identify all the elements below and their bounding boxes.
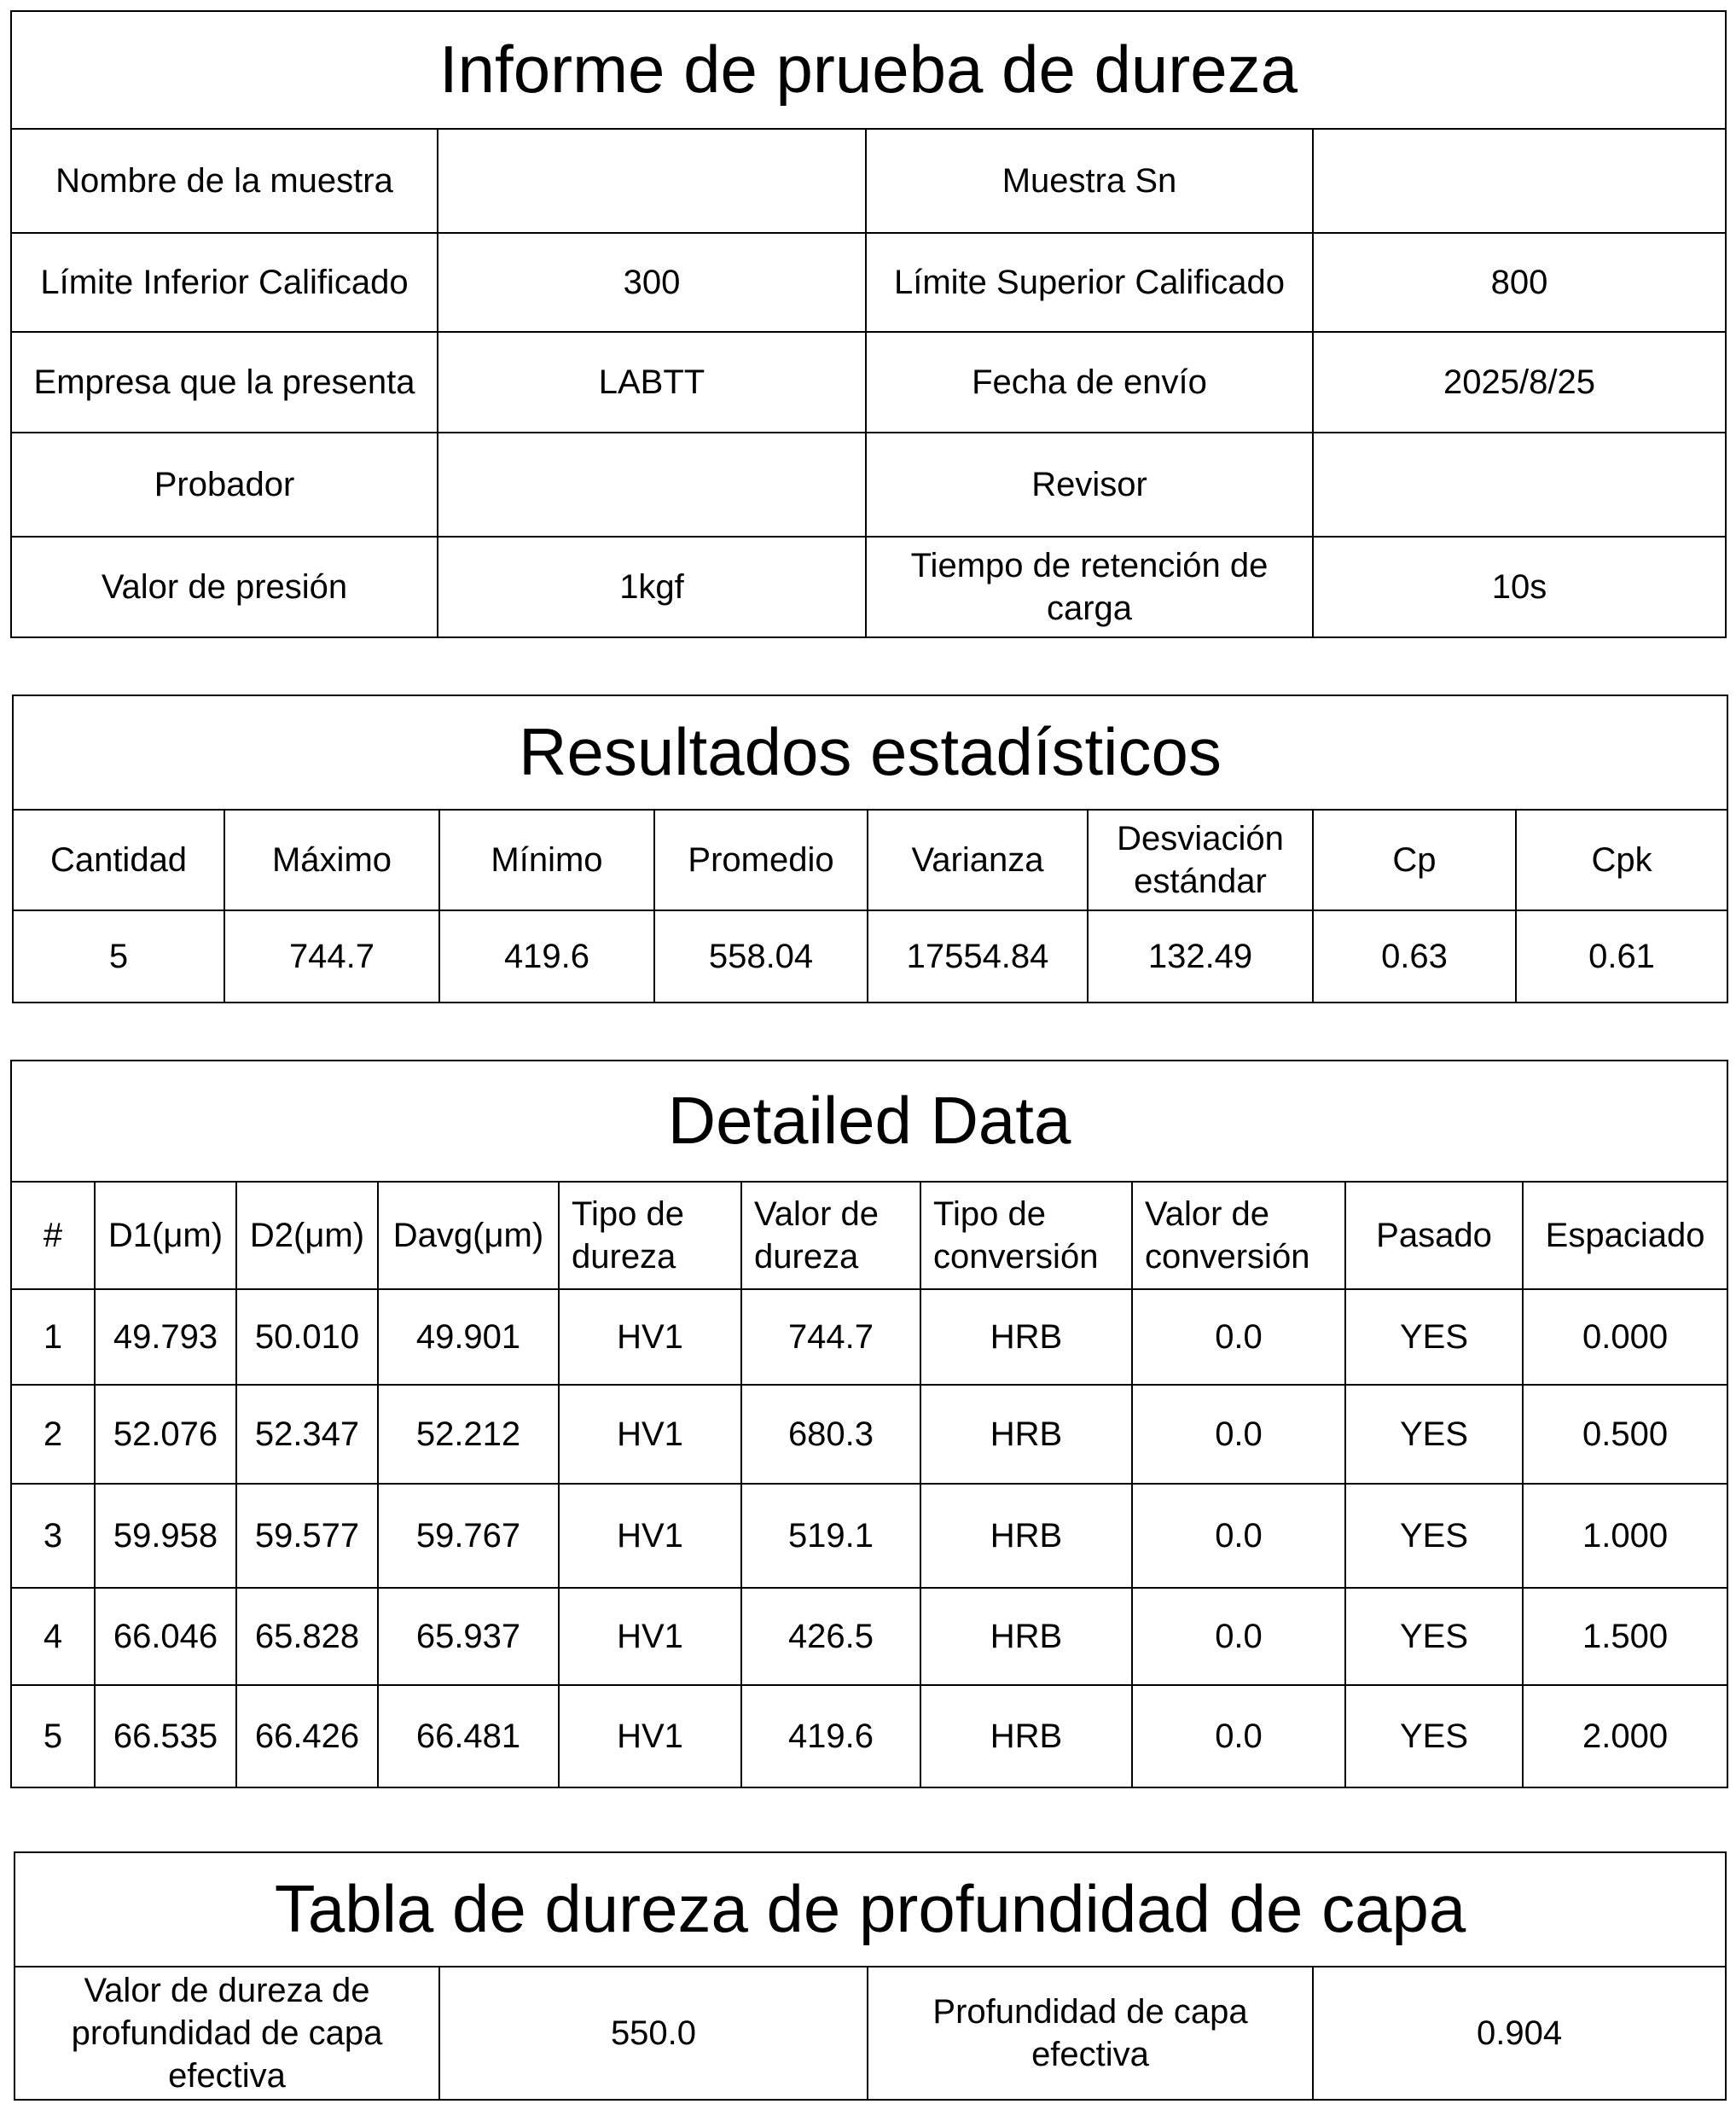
detailed-header: Espaciado: [1523, 1182, 1727, 1289]
conversion-type-cell: HRB: [920, 1685, 1132, 1787]
d1-cell: 52.076: [95, 1385, 236, 1484]
statistics-value: 744.7: [224, 910, 439, 1003]
info-label: Empresa que la presenta: [11, 332, 438, 433]
case-depth-row: [15, 1967, 1726, 2100]
row-index: 3: [11, 1484, 95, 1588]
spacing-cell: 1.500: [1523, 1588, 1727, 1685]
detailed-data-table: [10, 1060, 1728, 1788]
info-label: Límite Superior Calificado: [866, 233, 1313, 332]
info-row: [11, 332, 1726, 433]
info-value: LABTT: [438, 332, 866, 433]
spacing-cell: 0.000: [1523, 1289, 1727, 1385]
hardness-value-cell: 680.3: [741, 1385, 920, 1484]
detailed-header-row: [11, 1182, 1727, 1289]
table-row: [11, 1484, 1727, 1588]
info-value: 1kgf: [438, 537, 866, 637]
hardness-type-cell: HV1: [559, 1289, 741, 1385]
effective-depth-hardness-label: Valor de dureza de profundidad de capa efectiva: [15, 1967, 439, 2100]
report-title: Informe de prueba de dureza: [11, 11, 1726, 129]
hardness-type-cell: HV1: [559, 1588, 741, 1685]
passed-cell: YES: [1345, 1484, 1523, 1588]
passed-cell: YES: [1345, 1685, 1523, 1787]
d2-cell: 66.426: [236, 1685, 378, 1787]
detailed-title: Detailed Data: [11, 1061, 1727, 1182]
effective-depth-value: 0.904: [1313, 1967, 1726, 2100]
statistics-header: Promedio: [654, 810, 868, 910]
detailed-header: D1(μm): [95, 1182, 236, 1289]
hardness-value-cell: 426.5: [741, 1588, 920, 1685]
passed-cell: YES: [1345, 1588, 1523, 1685]
report-info-table: [10, 10, 1727, 638]
statistics-header: Cantidad: [13, 810, 224, 910]
info-label: Valor de presión: [11, 537, 438, 637]
info-label: Probador: [11, 433, 438, 537]
conversion-type-cell: HRB: [920, 1588, 1132, 1685]
d1-cell: 66.046: [95, 1588, 236, 1685]
hardness-type-cell: HV1: [559, 1484, 741, 1588]
info-value: 800: [1313, 233, 1726, 332]
spacing-cell: 0.500: [1523, 1385, 1727, 1484]
info-value: [438, 433, 866, 537]
davg-cell: 59.767: [378, 1484, 559, 1588]
table-row: [11, 1289, 1727, 1385]
statistics-header: Cpk: [1516, 810, 1727, 910]
conversion-type-cell: HRB: [920, 1289, 1132, 1385]
d2-cell: 59.577: [236, 1484, 378, 1588]
info-row: [11, 537, 1726, 637]
statistics-value-row: [13, 910, 1727, 1003]
conversion-value-cell: 0.0: [1132, 1685, 1345, 1787]
info-row: [11, 129, 1726, 233]
info-label: Límite Inferior Calificado: [11, 233, 438, 332]
davg-cell: 52.212: [378, 1385, 559, 1484]
info-value: [438, 129, 866, 233]
d1-cell: 59.958: [95, 1484, 236, 1588]
conversion-value-cell: 0.0: [1132, 1588, 1345, 1685]
statistics-header: Mínimo: [439, 810, 654, 910]
row-index: 1: [11, 1289, 95, 1385]
statistics-value: 0.61: [1516, 910, 1727, 1003]
info-label: Revisor: [866, 433, 1313, 537]
conversion-value-cell: 0.0: [1132, 1289, 1345, 1385]
statistics-header-row: [13, 810, 1727, 910]
d2-cell: 52.347: [236, 1385, 378, 1484]
row-index: 2: [11, 1385, 95, 1484]
row-index: 5: [11, 1685, 95, 1787]
passed-cell: YES: [1345, 1289, 1523, 1385]
info-label: Fecha de envío: [866, 332, 1313, 433]
detailed-header: Tipo de dureza: [559, 1182, 741, 1289]
passed-cell: YES: [1345, 1385, 1523, 1484]
table-row: [11, 1685, 1727, 1787]
davg-cell: 66.481: [378, 1685, 559, 1787]
statistics-header: Máximo: [224, 810, 439, 910]
hardness-type-cell: HV1: [559, 1685, 741, 1787]
detailed-header: Valor de dureza: [741, 1182, 920, 1289]
spacing-cell: 1.000: [1523, 1484, 1727, 1588]
effective-depth-hardness-value: 550.0: [439, 1967, 868, 2100]
davg-cell: 49.901: [378, 1289, 559, 1385]
statistics-table: [12, 695, 1728, 1003]
detailed-header: #: [11, 1182, 95, 1289]
detailed-header: D2(μm): [236, 1182, 378, 1289]
hardness-value-cell: 744.7: [741, 1289, 920, 1385]
info-label: Nombre de la muestra: [11, 129, 438, 233]
statistics-value: 558.04: [654, 910, 868, 1003]
statistics-header: Desviación estándar: [1088, 810, 1313, 910]
hardness-value-cell: 419.6: [741, 1685, 920, 1787]
detailed-header: Valor de conversión: [1132, 1182, 1345, 1289]
d2-cell: 65.828: [236, 1588, 378, 1685]
statistics-value: 419.6: [439, 910, 654, 1003]
statistics-value: 132.49: [1088, 910, 1313, 1003]
d1-cell: 66.535: [95, 1685, 236, 1787]
info-label: Tiempo de retención de carga: [866, 537, 1313, 637]
conversion-type-cell: HRB: [920, 1385, 1132, 1484]
statistics-title: Resultados estadísticos: [13, 695, 1727, 810]
case-depth-table: [14, 1851, 1727, 2101]
conversion-value-cell: 0.0: [1132, 1385, 1345, 1484]
d1-cell: 49.793: [95, 1289, 236, 1385]
detailed-header: Tipo de conversión: [920, 1182, 1132, 1289]
detailed-header: Davg(μm): [378, 1182, 559, 1289]
statistics-value: 5: [13, 910, 224, 1003]
davg-cell: 65.937: [378, 1588, 559, 1685]
info-value: 10s: [1313, 537, 1726, 637]
table-row: [11, 1588, 1727, 1685]
effective-depth-label: Profundidad de capa efectiva: [868, 1967, 1313, 2100]
statistics-header: Cp: [1313, 810, 1516, 910]
info-label: Muestra Sn: [866, 129, 1313, 233]
info-value: [1313, 129, 1726, 233]
statistics-value: 0.63: [1313, 910, 1516, 1003]
statistics-value: 17554.84: [868, 910, 1088, 1003]
row-index: 4: [11, 1588, 95, 1685]
conversion-type-cell: HRB: [920, 1484, 1132, 1588]
spacing-cell: 2.000: [1523, 1685, 1727, 1787]
info-value: 2025/8/25: [1313, 332, 1726, 433]
d2-cell: 50.010: [236, 1289, 378, 1385]
hardness-type-cell: HV1: [559, 1385, 741, 1484]
info-row: [11, 233, 1726, 332]
statistics-header: Varianza: [868, 810, 1088, 910]
case-depth-title: Tabla de dureza de profundidad de capa: [15, 1852, 1726, 1967]
info-value: 300: [438, 233, 866, 332]
hardness-value-cell: 519.1: [741, 1484, 920, 1588]
info-value: [1313, 433, 1726, 537]
info-row: [11, 433, 1726, 537]
detailed-header: Pasado: [1345, 1182, 1523, 1289]
conversion-value-cell: 0.0: [1132, 1484, 1345, 1588]
table-row: [11, 1385, 1727, 1484]
